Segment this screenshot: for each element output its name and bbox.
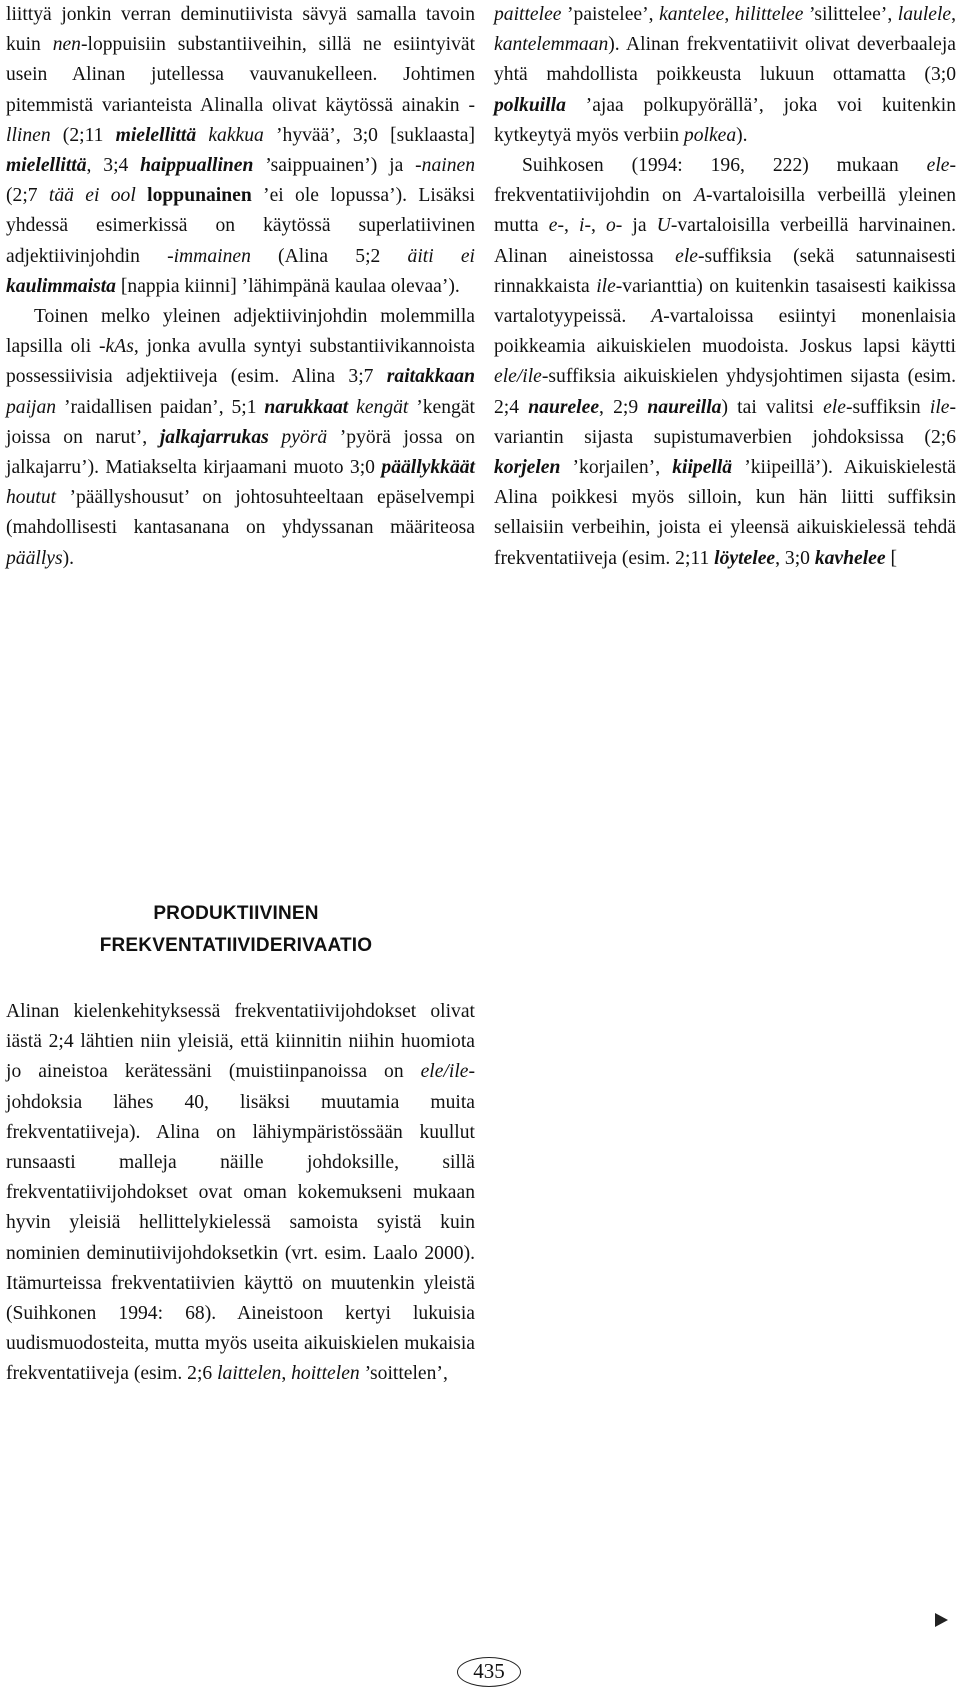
text-run: -, (584, 215, 606, 237)
text-run: ). (62, 547, 75, 569)
example-word: päällykkäät (381, 457, 475, 479)
text-run: , (724, 4, 735, 25)
right-column (494, 0, 956, 574)
text-run: , 3;4 (86, 155, 141, 177)
example-word: mielellittä (6, 155, 87, 177)
example-word: mielellittä (115, 124, 197, 146)
example-word: -immainen (167, 245, 251, 267)
text-run: liittyä jonkin verran deminutiivista sävyä samalla tavoin kuin (6, 4, 475, 56)
text-run: -johdoksia lähes 40, lisäksi muutamia muita frekventatiiveja). Alina on lähiympäristössään kuullut runsaasti malleja näille johdoksille, sillä frekventatiivijohdokset ovat oman kokemukseni mukaan hyvin yleisiä hellittelykielessä samoista syistä kuin nominien deminutiivijohdoksetkin (vrt. esim. Laalo 2000). Itämurteissa frekventatiivien käyttö on muutenkin yleistä (Suihkonen 1994: 68). Aineistoon kertyi lukuisia uudismuodosteita, mutta myös useita aikuiskielen mukaisia frekventatiiveja (esim. 2;6 (6, 1061, 475, 1385)
text-run: (2;7 (6, 185, 49, 207)
text-run: ’saippuainen’) ja (253, 155, 416, 177)
left-column-top (6, 0, 475, 574)
example-word: kantelee (659, 4, 725, 25)
paragraph (494, 151, 956, 574)
text-run (136, 185, 147, 206)
text-run: ’silittelee’, (803, 4, 898, 25)
example-word: kengät (356, 396, 409, 418)
text-run: ’pyörä jossa on jalkajarru’). Matiakselta kirjaamani muoto 3;0 (6, 426, 475, 479)
example-word: ele (823, 396, 846, 418)
text-run: ’paistelee’, (561, 4, 660, 25)
example-word: o (605, 215, 616, 237)
paragraph (494, 0, 956, 151)
example-word: paijan (6, 396, 57, 418)
text-run: -, (557, 215, 579, 237)
example-word: ile (596, 275, 616, 297)
paragraph (6, 302, 475, 574)
text-run: ’ajaa polkupyörällä’, joka voi kuitenkin kytkeytyä myös verbiin (494, 94, 956, 146)
example-word: -kAs (99, 336, 134, 358)
text-run: ’raidallisen paidan’, 5;1 (56, 396, 265, 418)
text-run: -frekventatiivijohdin on (494, 155, 956, 207)
text-run: Toinen melko yleinen adjektiivinjohdin molemmilla lapsilla oli (6, 306, 475, 358)
example-word: loppunainen (147, 185, 252, 207)
text-run: ). (736, 124, 748, 146)
text-run: -loppuisiin substantiiveihin, sillä ne esiintyivät usein Alinan jutellessa vauvanukelleen. Johtimen pitemmistä varianteista Alinalla olivat käytössä ainakin (6, 34, 476, 116)
example-word: ele (675, 245, 698, 267)
example-word: äiti ei (407, 245, 475, 267)
example-word: kaulimmaista (6, 275, 116, 297)
example-word: paittelee (494, 4, 562, 25)
example-word: laulele (897, 4, 952, 25)
example-word: päällys (6, 547, 63, 569)
text-run: , jonka avulla syntyi substantiivikannoista possessiivisia adjektiiveja (esim. Alina 3;7 (6, 336, 476, 388)
text-run: -vartaloisilla verbeillä harvinainen. Alinan aineistossa (494, 215, 956, 267)
text-run: -suffiksin (845, 396, 930, 418)
example-word: tää ei ool (48, 185, 136, 207)
text-run: ). Alinan frekventatiivit olivat deverbaaleja yhtä mahdollista poikkeusta lukuun ottamatta (3;0 (494, 34, 956, 86)
example-word: ele/ile (420, 1061, 469, 1083)
example-word: polkea (683, 124, 737, 146)
example-word: kakkua (208, 124, 264, 146)
example-word: ele/ile (494, 366, 542, 388)
text-run: -varianttia) on kuitenkin tasaisesti kaikissa vartalotyypeissä. (494, 275, 956, 328)
text-run: ’korjailen’, (560, 457, 673, 479)
example-word: narukkaat (264, 396, 349, 418)
example-word: naureilla (647, 396, 722, 418)
example-word: raitakkaan (386, 366, 475, 388)
example-word: hoittelen (291, 1363, 360, 1385)
text-run (269, 427, 282, 448)
text-run: , 3;0 (775, 547, 815, 569)
example-word: nen (52, 34, 81, 56)
section-heading-line: PRODUKTIIVINEN (153, 903, 319, 924)
example-word: i (578, 215, 585, 237)
text-run (348, 397, 356, 418)
paragraph (6, 0, 475, 302)
text-run: , (281, 1363, 292, 1385)
text-run: (Alina 5;2 (250, 245, 408, 267)
text-run: -vartaloisilla verbeillä yleinen mutta (494, 185, 957, 237)
example-word: houtut (6, 487, 57, 509)
text-run: ’ei ole lopussa’). Lisäksi yhdessä esimerkissä on käytössä superlatiivinen adjektiivinjohdin (6, 185, 476, 267)
example-word: -nainen (415, 155, 475, 177)
example-word: e (548, 215, 558, 237)
text-run: ’soittelen’, (359, 1363, 448, 1385)
text-run: [nappia kiinni] ’lähimpänä kaulaa olevaa’). (115, 275, 460, 297)
example-word: A (694, 185, 706, 207)
example-word: korjelen (494, 457, 561, 479)
example-word: kantelemmaan (494, 34, 609, 56)
text-run: -suffiksia aikuiskielen yhdysjohtimen sijasta (esim. 2;4 (494, 366, 956, 418)
text-run: ’kiipeillä’). Aikuiskielestä Alina poikkesi myös silloin, kun hän liitti suffiksin sellaisiin verbeihin, joista ei yleensä aikuiskielessä tehdä frekventatiiveja (esim. 2;11 (494, 457, 957, 569)
text-run: - ja (615, 215, 657, 237)
text-run: ’päällyshousut’ on johtosuhteeltaan epäselvempi (mahdollisesti kantasanana on yhdyssanan määriteosa (6, 487, 475, 539)
page-number: 435 (457, 1657, 521, 1687)
example-word: polkuilla (494, 94, 566, 116)
section-heading-line: FREKVENTATIIVIDERIVAATIO (99, 935, 373, 956)
example-word: kavhelee (814, 547, 886, 569)
example-word: A (651, 306, 664, 328)
text-run: ’hyvää’, 3;0 [suklaasta] (263, 124, 475, 146)
text-run: [ (885, 547, 897, 569)
text-run: Suihkosen (1994: 196, 222) mukaan (522, 155, 927, 177)
text-run: (2;11 (50, 124, 116, 146)
text-run: Alinan kielenkehityksessä frekventatiivijohdokset olivat iästä 2;4 lähtien niin yleisiä, että kiinnitin niihin huomiota jo aineistoa kerätessäni (muistiinpanoissa on (6, 1001, 475, 1083)
example-word: ele (926, 155, 950, 177)
example-word: jalkajarrukas (159, 426, 269, 448)
section-heading (6, 898, 466, 962)
example-word: -llinen (6, 94, 475, 146)
text-run: -variantin sijasta supistumaverbien johdoksissa (2;6 (494, 396, 957, 448)
continue-arrow-icon (935, 1613, 948, 1627)
example-word: pyörä (281, 426, 328, 448)
example-word: löytelee (714, 547, 776, 569)
left-column-lower (6, 997, 475, 1390)
text-run: -vartaloissa esiintyi monenlaisia poikkeamia aikuiskielen muodoista. Joskus lapsi käytti (494, 306, 956, 358)
text-run: ) tai valitsi (721, 396, 824, 418)
example-word: laittelen (217, 1363, 282, 1385)
example-word: ile (929, 396, 950, 418)
text-run (196, 125, 208, 146)
text-run: , (951, 4, 957, 25)
example-word: haippuallinen (140, 155, 254, 177)
paragraph (6, 997, 475, 1390)
example-word: kiipellä (672, 457, 733, 479)
example-word: hilittelee (734, 4, 804, 25)
text-run: , 2;9 (599, 396, 648, 418)
text-run: -suffiksia (sekä satunnaisesti rinnakkaista (494, 245, 956, 297)
example-word: U (656, 215, 671, 237)
text-run: ’kengät joissa on narut’, (6, 396, 475, 448)
example-word: naurelee (528, 396, 600, 418)
